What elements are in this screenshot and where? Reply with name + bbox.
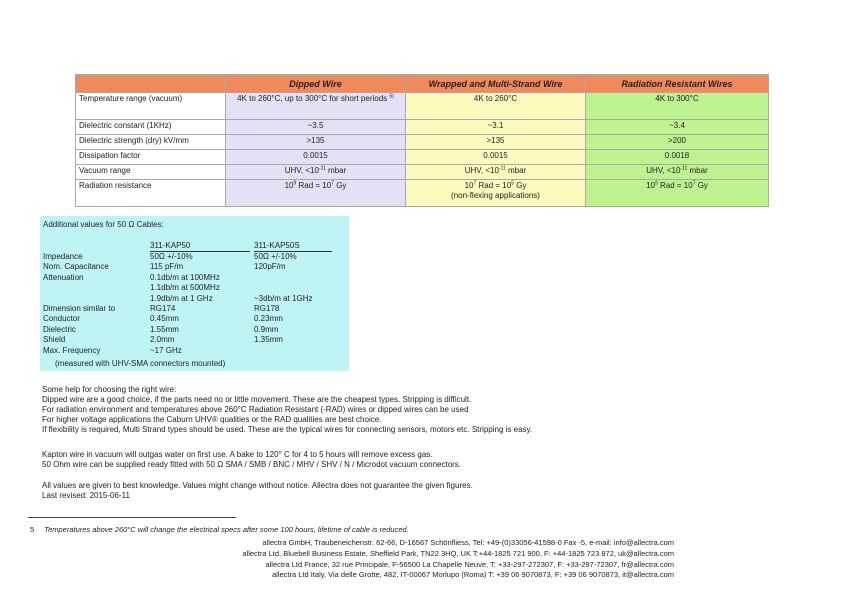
help-line: Some help for choosing the right wire: xyxy=(42,385,177,394)
cell-text: 10 xyxy=(464,181,474,190)
param-label: Impedance xyxy=(43,252,83,261)
param-label: Shield xyxy=(43,335,66,345)
disclaimer-line: All values are given to best knowledge. Values might change without notice. Allectra does not guarantee the given figures. xyxy=(42,481,473,490)
cell-text: UHV, <10 xyxy=(284,166,319,175)
cell-radiation: ~3.4 xyxy=(586,120,769,135)
value-a: 2.0mm xyxy=(150,335,175,345)
exponent: -11 xyxy=(498,165,506,172)
cell-text: 10 xyxy=(646,181,655,190)
cell-wrapped: >135 xyxy=(406,135,586,150)
cable-values-box xyxy=(40,216,349,371)
help-line: For higher voltage applications the Caburn UHV® qualities or the RAD qualities are best choice. xyxy=(42,415,382,424)
kapton-paragraph xyxy=(42,450,461,470)
header-wrapped-wire: Wrapped and Multi-Strand Wire xyxy=(406,75,586,93)
list-item xyxy=(40,325,349,335)
row-label: Vacuum range xyxy=(76,165,226,180)
param-label: Nom. Capacitance xyxy=(43,262,109,272)
unit-text: mbar xyxy=(687,166,708,175)
cell-note: (non-flexing applications) xyxy=(451,191,540,200)
cell-dipped xyxy=(226,93,406,120)
list-item xyxy=(40,262,349,272)
param-label: Dielectric xyxy=(43,324,76,334)
footnote-divider xyxy=(28,517,236,518)
value-b: ~3db/m at 1GHz xyxy=(254,293,313,303)
param-label: Dimension similar to xyxy=(43,304,116,313)
wire-spec-table xyxy=(75,74,769,207)
cell-dipped: 0.0015 xyxy=(226,150,406,165)
header-radiation-resistant: Radiation Resistant Wires xyxy=(586,75,769,93)
exponent: 7 xyxy=(692,180,696,187)
cell-text: Gy xyxy=(695,181,708,190)
disclaimer-paragraph xyxy=(42,481,473,501)
value-b: 0.23mm xyxy=(254,314,283,324)
header-blank-cell xyxy=(76,75,226,93)
col-header-kap50: 311-KAP50 xyxy=(150,241,250,252)
help-line: For radiation environment and temperatures above 260°C Radiation Resistant (-RAD) wires or dipped wires can be used xyxy=(42,405,469,414)
value-b: 0.9mm xyxy=(254,324,279,334)
footnote-number: 5 xyxy=(30,525,35,534)
col-header-kap50s: 311-KAP50S xyxy=(254,241,332,252)
exponent: 7 xyxy=(331,180,334,187)
exponent: 9 xyxy=(293,180,297,187)
footnote-text: Temperatures above 260°C will change the electrical specs after some 100 hours, lifetime of cable is reduced. xyxy=(44,525,409,534)
list-item xyxy=(40,252,349,262)
cell-wrapped: 4K to 260°C xyxy=(406,93,586,120)
value-b: RG178 xyxy=(254,304,280,313)
unit-text: mbar xyxy=(505,166,527,175)
list-item xyxy=(40,335,349,345)
table-row xyxy=(76,93,769,120)
exponent: 9 xyxy=(654,180,658,187)
list-item xyxy=(40,273,349,283)
value-a: 115 pF/m xyxy=(150,262,184,272)
cell-wrapped xyxy=(406,165,586,180)
cell-text: 10 xyxy=(284,181,294,190)
address-line: allectra Ltd, Bluebell Business Estate, Sheffield Park, TN22 3HQ, UK T:+44-1825 721 900, F: +44-1825 723 872, uk@allectra.com xyxy=(242,549,674,558)
cell-text: 4K to 260°C, up to 300°C for short periods xyxy=(237,94,388,103)
table-row xyxy=(76,150,769,165)
table-row xyxy=(76,165,769,180)
help-line: If flexibility is required, Multi Strand types should be used. These are the typical wires for connecting sensors, motors etc. Stripping is easy. xyxy=(42,425,533,434)
value-a: ~17 GHz xyxy=(150,345,182,355)
row-label: Dissipation factor xyxy=(76,150,226,165)
value-a: 1.9db/m at 1 GHz xyxy=(150,293,213,303)
value-a: 0.45mm xyxy=(150,314,179,324)
cell-text: Gy xyxy=(513,181,527,190)
value-b: 120pF/m xyxy=(254,262,286,272)
cell-text: Rad = 10 xyxy=(296,181,332,190)
cable-box-title: Additional values for 50 Ω Cables: xyxy=(43,220,164,229)
row-label: Radiation resistance xyxy=(76,180,226,207)
kapton-line: 50 Ohm wire can be supplied ready fitted with 50 Ω SMA / SMB / BNC / MHV / SHV / N / Microdot vacuum connectors. xyxy=(42,460,462,469)
value-a: 1.1db/m at 500MHz xyxy=(150,283,220,293)
address-line: allectra GmbH, Traubeneichenstr. 62-66, D-16567 Schönfliess, Tel: +49-(0)33056-41598-0 Fax -5, e-mail: info@allectra.com xyxy=(262,538,674,547)
param-label: Attenuation xyxy=(43,272,84,282)
cell-radiation: >200 xyxy=(586,135,769,150)
revision-date: Last revised: 2015-06-11 xyxy=(42,491,130,500)
kapton-line: Kapton wire in vacuum will outgas water on first use. A bake to 120° C for 4 to 5 hours will remove excess gas. xyxy=(42,450,433,459)
header-dipped-wire: Dipped Wire xyxy=(226,75,406,93)
cell-dipped: >135 xyxy=(226,135,406,150)
list-item xyxy=(40,314,349,324)
value-b: 50Ω +/-10% xyxy=(254,252,297,261)
param-label: Max. Frequency xyxy=(43,345,101,355)
cell-dipped xyxy=(226,180,406,207)
table-header-row xyxy=(76,75,769,93)
row-label: Dielectric strength (dry) kV/mm xyxy=(76,135,226,150)
cell-text: UHV, <10 xyxy=(646,166,681,175)
cell-text: Rad = 10 xyxy=(476,181,512,190)
cell-dipped: ~3.5 xyxy=(226,120,406,135)
cell-radiation: 0.0018 xyxy=(586,150,769,165)
help-line: Dipped wire are a good choice, if the parts need no or little movement. These are the cheapest types. Stripping is difficult. xyxy=(42,395,472,404)
cable-header-row xyxy=(40,241,349,251)
list-item xyxy=(40,294,349,304)
exponent: 5 xyxy=(511,180,514,187)
cell-wrapped: 0.0015 xyxy=(406,150,586,165)
table-row xyxy=(76,135,769,150)
footnote xyxy=(30,525,409,534)
param-label: Conductor xyxy=(43,314,80,324)
exponent: -11 xyxy=(318,165,326,172)
cell-radiation xyxy=(586,180,769,207)
value-a: 1.55mm xyxy=(150,324,179,334)
value-a: RG174 xyxy=(150,304,176,313)
cell-wrapped: ~3.1 xyxy=(406,120,586,135)
cell-text: Gy xyxy=(333,181,347,190)
cell-radiation xyxy=(586,165,769,180)
cell-text: Rad = 10 xyxy=(657,181,693,190)
value-a: 50Ω +/-10% xyxy=(150,252,193,261)
list-item xyxy=(40,346,349,356)
address-line: allectra Ltd Italy, Via delle Grotte, 482, IT-00067 Morlupo (Roma) T: +39 06 9070873, F: +39 06 9070873, it@allectra.com xyxy=(271,570,674,579)
footnote-ref: 5) xyxy=(389,93,394,100)
row-label: Dielectric constant (1KHz) xyxy=(76,120,226,135)
exponent: 7 xyxy=(473,180,477,187)
table-row xyxy=(76,180,769,207)
list-item xyxy=(40,283,349,293)
value-a: 0.1db/m at 100MHz xyxy=(150,272,220,282)
list-item xyxy=(40,304,349,314)
value-b: 1.35mm xyxy=(254,335,283,345)
cell-text: UHV, <10 xyxy=(464,166,499,175)
unit-text: mbar xyxy=(325,166,347,175)
cell-dipped xyxy=(226,165,406,180)
exponent: -11 xyxy=(680,165,688,172)
cell-radiation: 4K to 300°C xyxy=(586,93,769,120)
cable-note: (measured with UHV-SMA connectors mounted) xyxy=(55,359,226,368)
table-row xyxy=(76,120,769,135)
address-line: allectra Ltd France, 32 rue Principale, F-56500 La Chapelle Neuve, T: +33-297-272307, F: +33-297-72307, fr@allectra.com xyxy=(265,560,674,569)
cell-wrapped xyxy=(406,180,586,207)
row-label: Temperature range (vacuum) xyxy=(76,93,226,120)
help-paragraph xyxy=(42,385,532,435)
